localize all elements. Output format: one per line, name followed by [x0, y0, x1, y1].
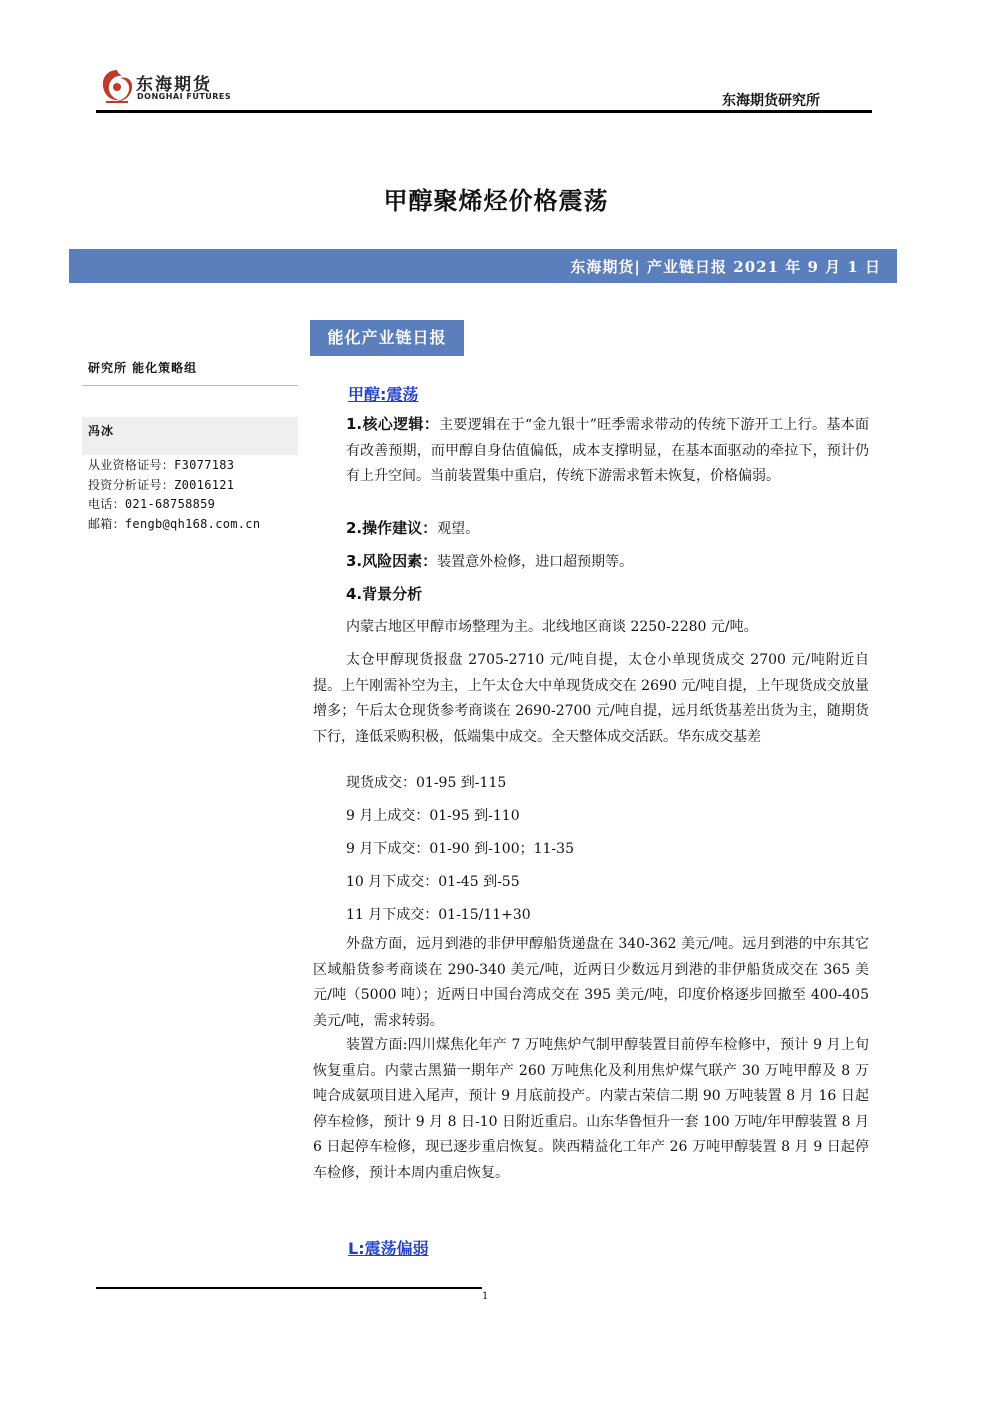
background-paragraph-3: 外盘方面，远月到港的非伊甲醇船货递盘在 340-362 美元/吨。远月到港的中东其它区域船货参考商谈在 290-340 美元/吨，近两日少数远月到港的非伊船货成交在 365 美元/吨（5000 吨）；近两日中国台湾成交在 395 美元/吨，印度价格逐步回撤至 400-405 美元/吨，需求转弱。: [313, 936, 869, 1029]
logo-chinese-text: 东海期货: [136, 75, 212, 95]
page-number: 1: [482, 1291, 489, 1302]
section-badge: 能化产业链日报: [310, 320, 464, 356]
core-logic-label: 1.核心逻辑：: [346, 415, 440, 433]
report-banner: [69, 249, 897, 283]
banner-text: 东海期货| 产业链日报 2021 年 9 月 1 日: [570, 258, 881, 276]
contact-qualification: 从业资格证号：F3077183: [88, 458, 235, 472]
report-title: 甲醇聚烯烃价格震荡: [383, 186, 609, 215]
risk-label: 3.风险因素：: [346, 552, 438, 570]
risk-line: [346, 550, 633, 571]
advice-label: 2.操作建议：: [346, 519, 438, 537]
background-heading: 4.背景分析: [346, 585, 423, 603]
dragon-logo-icon: [98, 66, 136, 106]
basis-line: 11 月下成交：01-15/11+30: [346, 907, 531, 923]
basis-line: 现货成交：01-95 到-115: [346, 775, 507, 791]
header-institute: 东海期货研究所: [722, 93, 820, 109]
sidebar-group-label: 研究所 能化策略组: [88, 361, 198, 375]
logo-english-text: DONGHAI FUTURES: [137, 92, 232, 101]
sidebar-divider: [82, 385, 298, 386]
background-paragraph-4: 装置方面:四川煤焦化年产 7 万吨焦炉气制甲醇装置目前停车检修中，预计 9 月上旬恢复重启。内蒙古黑猫一期年产 260 万吨焦化及利用焦炉煤气联产 30 万吨甲醇及 8 万吨合成氨项目进入尾声，预计 9 月底前投产。内蒙古荣信二期 90 万吨装置 8 月 16 日起停车检修，预计 9 月 8 日-10 日附近重启。山东华鲁恒升一套 100 万吨/年甲醇装置 8 月 6 日起停车检修，现已逐步重启恢复。陕西精益化工年产 26 万吨甲醇装置 8 月 9 日起停车检修，预计本周内重启恢复。: [313, 1037, 869, 1181]
basis-line: 10 月下成交：01-45 到-55: [346, 874, 520, 890]
header-divider: [96, 110, 872, 113]
company-logo: [98, 66, 238, 108]
methanol-heading-link[interactable]: 甲醇:震荡: [348, 385, 419, 404]
core-logic-paragraph: [346, 412, 869, 490]
contact-phone: 电话：021-68758859: [88, 497, 216, 511]
contact-email[interactable]: 邮箱：fengb@qh168.com.cn: [88, 517, 261, 531]
core-logic-text: 主要逻辑在于“金九银十”旺季需求带动的传统下游开工上行。基本面有改善预期，而甲醇自身估值偏低，成本支撑明显，在基本面驱动的牵拉下，预计仍有上升空间。当前装置集中重启，传统下游需求暂未恢复，价格偏弱。: [346, 417, 869, 484]
advice-text: 观望。: [437, 521, 480, 537]
analyst-name: 冯冰: [88, 424, 115, 438]
footer-divider: [96, 1287, 482, 1289]
risk-text: 装置意外检修，进口超预期等。: [437, 554, 634, 570]
basis-line: 9 月上成交：01-95 到-110: [346, 808, 520, 824]
contact-investment-license: 投资分析证号：Z0016121: [88, 478, 235, 492]
background-paragraph-2: 太仓甲醇现货报盘 2705-2710 元/吨自提，太仓小单现货成交 2700 元/吨附近自提。上午刚需补空为主，上午太仓大中单现货成交在 2690 元/吨自提，上午现货成交放量增多；午后太仓现货参考商谈在 2690-2700 元/吨自提，远月纸货基差出货为主，随期货下行，逢低采购积极，低端集中成交。全天整体成交活跃。华东成交基差: [313, 652, 869, 745]
background-paragraph-1: 内蒙古地区甲醇市场整理为主。北线地区商谈 2250-2280 元/吨。: [346, 619, 758, 635]
analyst-box: [82, 417, 298, 455]
advice-line: [346, 517, 479, 538]
basis-line: 9 月下成交：01-90 到-100；11-35: [346, 841, 574, 857]
lldpe-heading-link[interactable]: L:震荡偏弱: [348, 1239, 429, 1258]
